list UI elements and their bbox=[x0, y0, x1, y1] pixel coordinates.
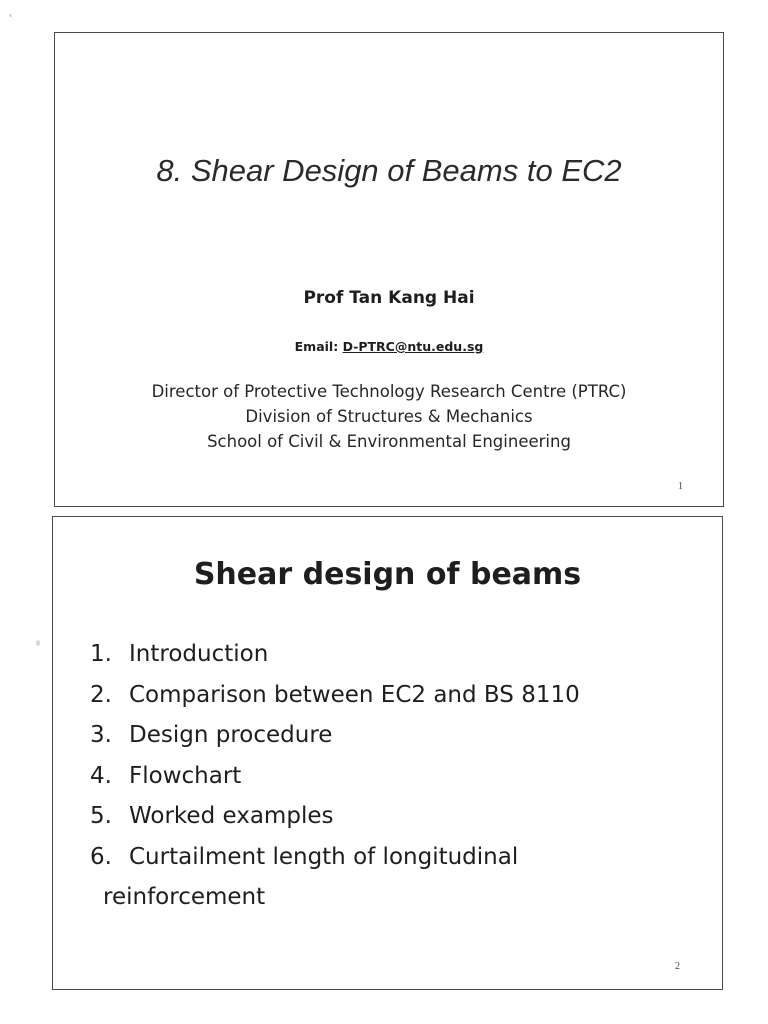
list-item bbox=[90, 715, 580, 756]
list-item-text: Design procedure bbox=[129, 722, 333, 748]
scan-speck bbox=[9, 14, 12, 17]
list-item-number: 5. bbox=[90, 803, 112, 829]
list-item-number: 2. bbox=[90, 681, 112, 708]
slide-2 bbox=[52, 516, 723, 990]
list-item-text: Comparison between EC2 and BS 8110 bbox=[129, 681, 580, 708]
page-number: 1 bbox=[678, 481, 683, 492]
slide-2-title: Shear design of beams bbox=[193, 557, 582, 592]
affiliations bbox=[55, 379, 723, 454]
list-item-number: 1. bbox=[90, 641, 112, 667]
list-item bbox=[90, 634, 580, 675]
affiliation-line: School of Civil & Environmental Engineering bbox=[207, 432, 571, 451]
list-item-text: Curtailment length of longitudinal bbox=[129, 843, 519, 870]
slide-1 bbox=[54, 32, 724, 507]
list-item-text: Introduction bbox=[129, 641, 269, 667]
affiliation-line: Director of Protective Technology Research Centre (PTRC) bbox=[151, 382, 627, 401]
list-item bbox=[90, 756, 580, 797]
scan-speck bbox=[36, 640, 40, 646]
email-label: Email: bbox=[294, 339, 339, 354]
list-item bbox=[90, 837, 580, 878]
list-item-number: 3. bbox=[90, 722, 112, 748]
list-item-continuation: reinforcement bbox=[103, 884, 266, 910]
list-item bbox=[90, 675, 580, 716]
slide-1-title: 8. Shear Design of Beams to EC2 bbox=[156, 153, 622, 188]
list-item-text: Worked examples bbox=[129, 803, 334, 829]
list-item-text: Flowchart bbox=[129, 762, 242, 789]
page-number: 2 bbox=[675, 961, 680, 972]
affiliation-line: Division of Structures & Mechanics bbox=[245, 407, 533, 426]
list-item-number: 4. bbox=[90, 762, 112, 789]
list-item bbox=[90, 796, 580, 837]
email-link[interactable]: D-PTRC@ntu.edu.sg bbox=[342, 339, 484, 354]
outline-list bbox=[90, 634, 580, 918]
author-name: Prof Tan Kang Hai bbox=[303, 288, 475, 308]
email-line bbox=[55, 339, 723, 354]
list-item-number: 6. bbox=[90, 843, 112, 870]
